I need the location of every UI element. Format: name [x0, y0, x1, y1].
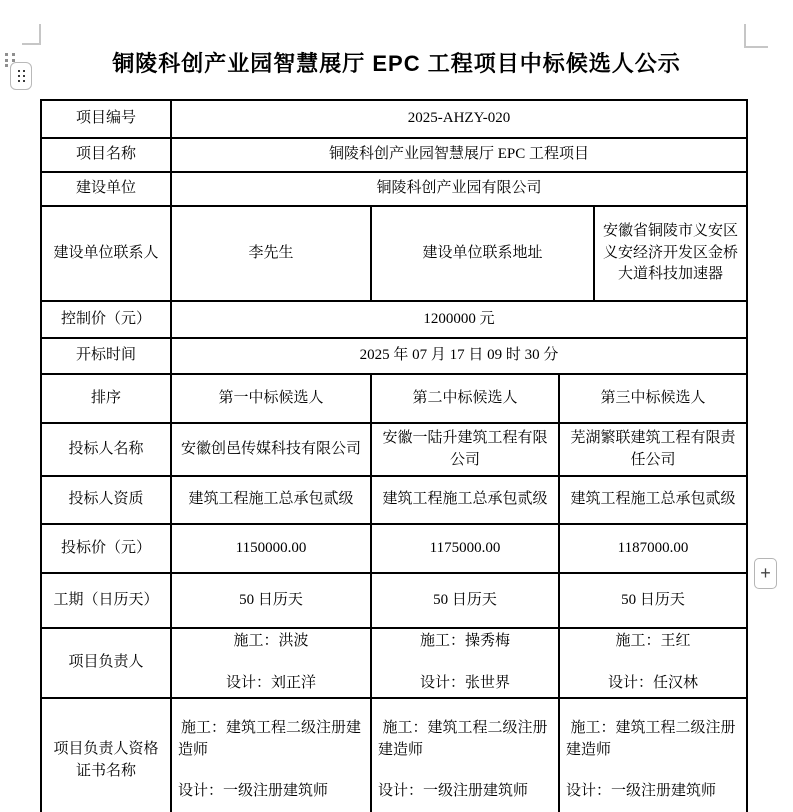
table-row — [41, 138, 747, 172]
bid-open-time-value: 2025 年 07 月 17 日 09 时 30 分 — [171, 338, 747, 374]
ranking-candidate-3: 第三中标候选人 — [559, 374, 747, 423]
project-leader-label: 项目负责人 — [41, 628, 171, 698]
leader-design: 设计：任汉林 — [607, 675, 698, 691]
margin-corner-mark-top-left — [39, 24, 41, 45]
bidder-name-3: 芜湖繁联建筑工程有限责任公司 — [559, 423, 747, 476]
leader-construction: 施工：王红 — [615, 633, 691, 650]
bid-price-2: 1175000.00 — [371, 524, 559, 573]
bidder-qualification-label: 投标人资质 — [41, 476, 171, 524]
table-row — [41, 698, 747, 812]
page-title: 铜陵科创产业园智慧展厅 EPC 工程项目中标候选人公示 — [112, 51, 681, 76]
control-price-value: 1200000 元 — [171, 301, 747, 338]
table-row — [41, 206, 747, 301]
bidder-name-1: 安徽创邑传媒科技有限公司 — [171, 423, 371, 476]
contact-address-label: 建设单位联系地址 — [371, 206, 594, 301]
margin-corner-mark-top-left — [22, 43, 41, 45]
control-price-label: 控制价（元） — [41, 301, 171, 338]
contact-address: 安徽省铜陵市义安区义安经济开发区金桥大道科技加速器 — [594, 206, 747, 301]
duration-3: 50 日历天 — [559, 573, 747, 628]
owner-value: 铜陵科创产业园有限公司 — [171, 172, 747, 206]
table-row — [41, 628, 747, 698]
certificate-construction: 施工：建筑工程二级注册建造师 — [566, 719, 736, 758]
ranking-candidate-2: 第二中标候选人 — [371, 374, 559, 423]
project-name-value: 铜陵科创产业园智慧展厅 EPC 工程项目 — [171, 138, 747, 172]
bid-price-label: 投标价（元） — [41, 524, 171, 573]
contact-person: 李先生 — [171, 206, 371, 301]
table-row — [41, 476, 747, 524]
leader-certificate-label: 项目负责人资格证书名称 — [41, 698, 171, 812]
duration-label: 工期（日历天） — [41, 573, 171, 628]
bid-open-time-label: 开标时间 — [41, 338, 171, 374]
certificate-construction: 施工：建筑工程二级注册建造师 — [378, 719, 548, 758]
table-row — [41, 524, 747, 573]
table-row — [41, 172, 747, 206]
certificate-construction: 施工：建筑工程二级注册建造师 — [178, 719, 361, 758]
owner-label: 建设单位 — [41, 172, 171, 206]
table-row — [41, 374, 747, 423]
ranking-label: 排序 — [41, 374, 171, 423]
project-leader-2 — [371, 628, 559, 698]
table-row — [41, 301, 747, 338]
contact-label: 建设单位联系人 — [41, 206, 171, 301]
bidder-name-2: 安徽一陆升建筑工程有限公司 — [371, 423, 559, 476]
bid-price-1: 1150000.00 — [171, 524, 371, 573]
ranking-candidate-1: 第一中标候选人 — [171, 374, 371, 423]
project-no-label: 项目编号 — [41, 100, 171, 138]
table-row — [41, 573, 747, 628]
project-leader-3 — [559, 628, 747, 698]
bid-price-3: 1187000.00 — [559, 524, 747, 573]
bidder-qualification-2: 建筑工程施工总承包贰级 — [371, 476, 559, 524]
bidder-name-label: 投标人名称 — [41, 423, 171, 476]
margin-corner-mark-top-right — [744, 24, 746, 48]
project-no-value: 2025-AHZY-020 — [171, 100, 747, 138]
leader-certificate-1 — [171, 698, 371, 812]
bidder-qualification-1: 建筑工程施工总承包贰级 — [171, 476, 371, 524]
project-name-label: 项目名称 — [41, 138, 171, 172]
leader-design: 设计：刘正洋 — [225, 675, 316, 691]
leader-certificate-3 — [559, 698, 747, 812]
bidder-qualification-3: 建筑工程施工总承包贰级 — [559, 476, 747, 524]
leader-construction: 施工：操秀梅 — [419, 633, 510, 650]
duration-2: 50 日历天 — [371, 573, 559, 628]
duration-1: 50 日历天 — [171, 573, 371, 628]
leader-construction: 施工：洪波 — [233, 633, 309, 650]
certificate-design: 设计：一级注册建筑师 — [566, 783, 717, 800]
insert-plus-button[interactable]: + — [754, 558, 777, 589]
table-row — [41, 338, 747, 374]
certificate-design: 设计：一级注册建筑师 — [178, 783, 329, 800]
certificate-design: 设计：一级注册建筑师 — [378, 783, 529, 800]
bid-announcement-table — [40, 99, 748, 812]
table-row — [41, 423, 747, 476]
table-row — [41, 100, 747, 138]
leader-certificate-2 — [371, 698, 559, 812]
leader-design: 设计：张世界 — [419, 675, 510, 691]
project-leader-1 — [171, 628, 371, 698]
